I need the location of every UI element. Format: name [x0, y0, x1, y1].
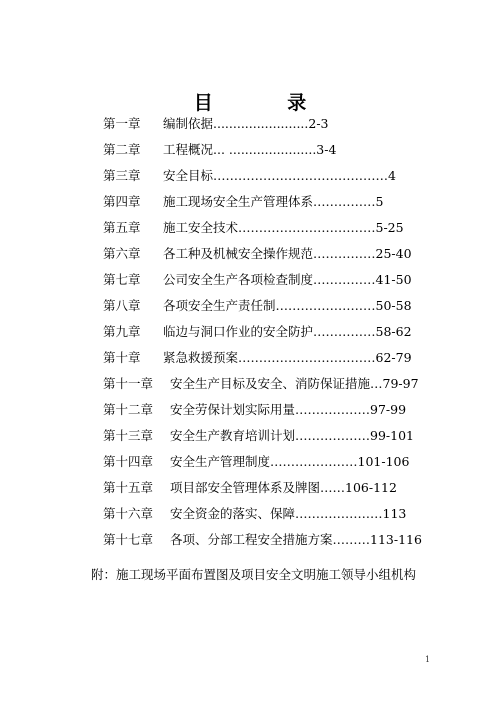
chapter-number: 第十二章 — [103, 402, 154, 417]
chapter-number: 第一章 — [103, 116, 141, 131]
chapter-entry: 施工安全技术……………………………5-25 — [163, 220, 404, 235]
chapter-number: 第十章 — [103, 350, 141, 365]
chapter-entry: 紧急救援预案……………………………62-79 — [163, 350, 412, 365]
chapter-number: 第十七章 — [103, 532, 154, 547]
chapter-entry: 安全生产教育培训计划………………99-101 — [170, 428, 414, 443]
chapter-entry: 各项、分部工程安全措施方案………113-116 — [170, 532, 422, 547]
chapter-entry: 施工现场安全生产管理体系……………5 — [163, 194, 384, 209]
chapter-number: 第五章 — [103, 220, 141, 235]
chapter-number: 第七章 — [103, 272, 141, 287]
chapter-entry: 安全生产管理制度…………………101-106 — [170, 454, 410, 469]
chapter-number: 第三章 — [103, 168, 141, 183]
chapter-number: 第四章 — [103, 194, 141, 209]
chapter-number: 第十一章 — [103, 376, 154, 391]
chapter-entry: 项目部安全管理体系及牌图……106-112 — [170, 480, 397, 495]
chapter-entry: 各项安全生产责任制……………………50-58 — [163, 298, 412, 313]
chapter-entry: 临边与洞口作业的安全防护……………58-62 — [163, 324, 412, 339]
chapter-number: 第十三章 — [103, 428, 154, 443]
chapter-entry: 工程概况... ......................3-4 — [163, 142, 337, 157]
chapter-entry: 安全劳保计划实际用量………………97-99 — [170, 402, 407, 417]
chapter-number: 第十四章 — [103, 454, 154, 469]
chapter-number: 第八章 — [103, 298, 141, 313]
chapter-entry: 公司安全生产各项检查制度……………41-50 — [163, 272, 412, 287]
chapter-entry: 安全目标……………………………………4 — [163, 168, 396, 183]
chapter-entry: 安全生产目标及安全、消防保证措施…79-97 — [170, 376, 419, 391]
chapter-number: 第九章 — [103, 324, 141, 339]
chapter-entry: 各工种及机械安全操作规范……………25-40 — [163, 246, 412, 261]
chapter-number: 第十五章 — [103, 480, 154, 495]
chapter-number: 第十六章 — [103, 506, 154, 521]
chapter-entry: 安全资金的落实、保障…………………113 — [170, 506, 407, 521]
page-number: 1 — [425, 655, 431, 664]
appendix-entry: 附：施工现场平面布置图及项目安全文明施工领导小组机构 — [91, 567, 417, 582]
chapter-number: 第六章 — [103, 246, 141, 261]
toc-title: 目 录 — [193, 92, 341, 114]
chapter-entry: 编制依据........................2-3 — [163, 116, 329, 131]
chapter-number: 第二章 — [103, 142, 141, 157]
